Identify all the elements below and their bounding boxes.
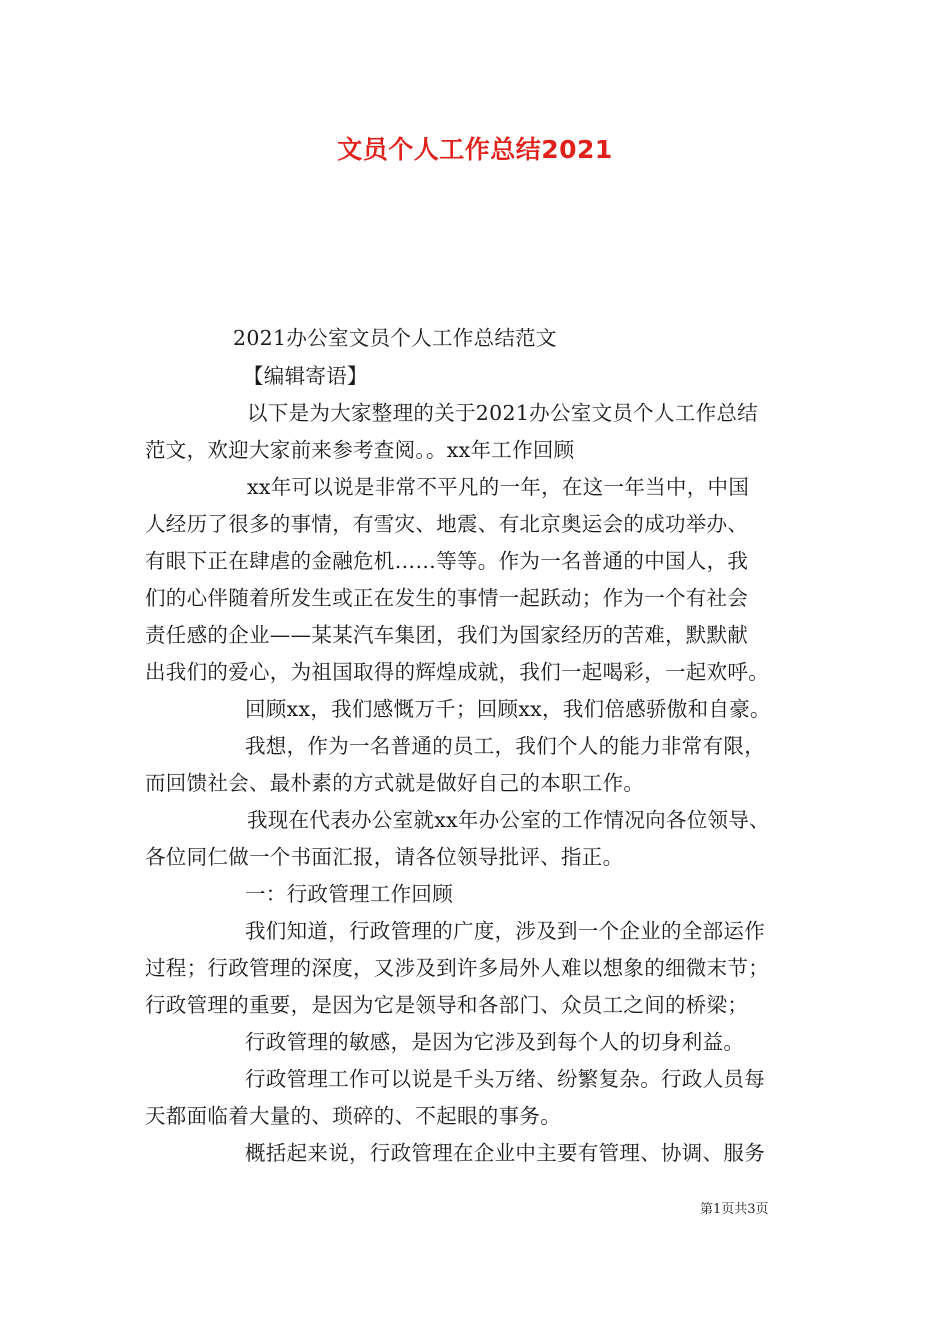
subtitle-line: 2021办公室文员个人工作总结范文 bbox=[233, 326, 557, 350]
paragraph-line: 行政管理的敏感，是因为它涉及到每个人的切身利益。 bbox=[245, 1030, 745, 1054]
paragraph-line: 行政管理工作可以说是千头万绪、纷繁复杂。行政人员每 bbox=[245, 1067, 765, 1091]
paragraph-line: 我想，作为一名普通的员工，我们个人的能力非常有限， bbox=[245, 734, 765, 758]
page-number: 第1页共3页 bbox=[700, 1202, 769, 1217]
paragraph-line: 们的心伴随着所发生或正在发生的事情一起跃动；作为一个有社会 bbox=[145, 586, 749, 610]
paragraph-line: 回顾xx，我们感慨万千；回顾xx，我们倍感骄傲和自豪。 bbox=[245, 697, 771, 721]
paragraph-line: xx年可以说是非常不平凡的一年，在这一年当中，中国 bbox=[247, 475, 750, 499]
paragraph-line: 我们知道，行政管理的广度，涉及到一个企业的全部运作 bbox=[245, 919, 765, 943]
paragraph-line: 概括起来说，行政管理在企业中主要有管理、协调、服务 bbox=[245, 1141, 765, 1165]
paragraph-line: 以下是为大家整理的关于2021办公室文员个人工作总结 bbox=[247, 401, 758, 425]
document-title: 文员个人工作总结2021 bbox=[337, 135, 613, 164]
paragraph-line: 过程；行政管理的深度，又涉及到许多局外人难以想象的细微末节； bbox=[145, 956, 769, 980]
paragraph-line: 我现在代表办公室就xx年办公室的工作情况向各位领导、 bbox=[247, 808, 770, 832]
paragraph-line: 有眼下正在肆虐的金融危机……等等。作为一名普通的中国人，我 bbox=[145, 549, 749, 573]
paragraph-line: 而回馈社会、最朴素的方式就是做好自己的本职工作。 bbox=[145, 771, 645, 795]
paragraph-line: 天都面临着大量的、琐碎的、不起眼的事务。 bbox=[145, 1104, 561, 1128]
editor-note-heading: 【编辑寄语】 bbox=[243, 364, 368, 388]
paragraph-line: 人经历了很多的事情，有雪灾、地震、有北京奥运会的成功举办、 bbox=[145, 512, 749, 536]
paragraph-line: 责任感的企业——某某汽车集团，我们为国家经历的苦难，默默献 bbox=[145, 623, 749, 647]
section-heading: 一：行政管理工作回顾 bbox=[245, 882, 453, 906]
paragraph-line: 出我们的爱心，为祖国取得的辉煌成就，我们一起喝彩，一起欢呼。 bbox=[145, 660, 769, 684]
paragraph-line: 各位同仁做一个书面汇报，请各位领导批评、指正。 bbox=[145, 845, 624, 869]
paragraph-line: 范文，欢迎大家前来参考查阅。。xx年工作回顾 bbox=[145, 438, 575, 462]
paragraph-line: 行政管理的重要，是因为它是领导和各部门、众员工之间的桥梁； bbox=[145, 993, 749, 1017]
